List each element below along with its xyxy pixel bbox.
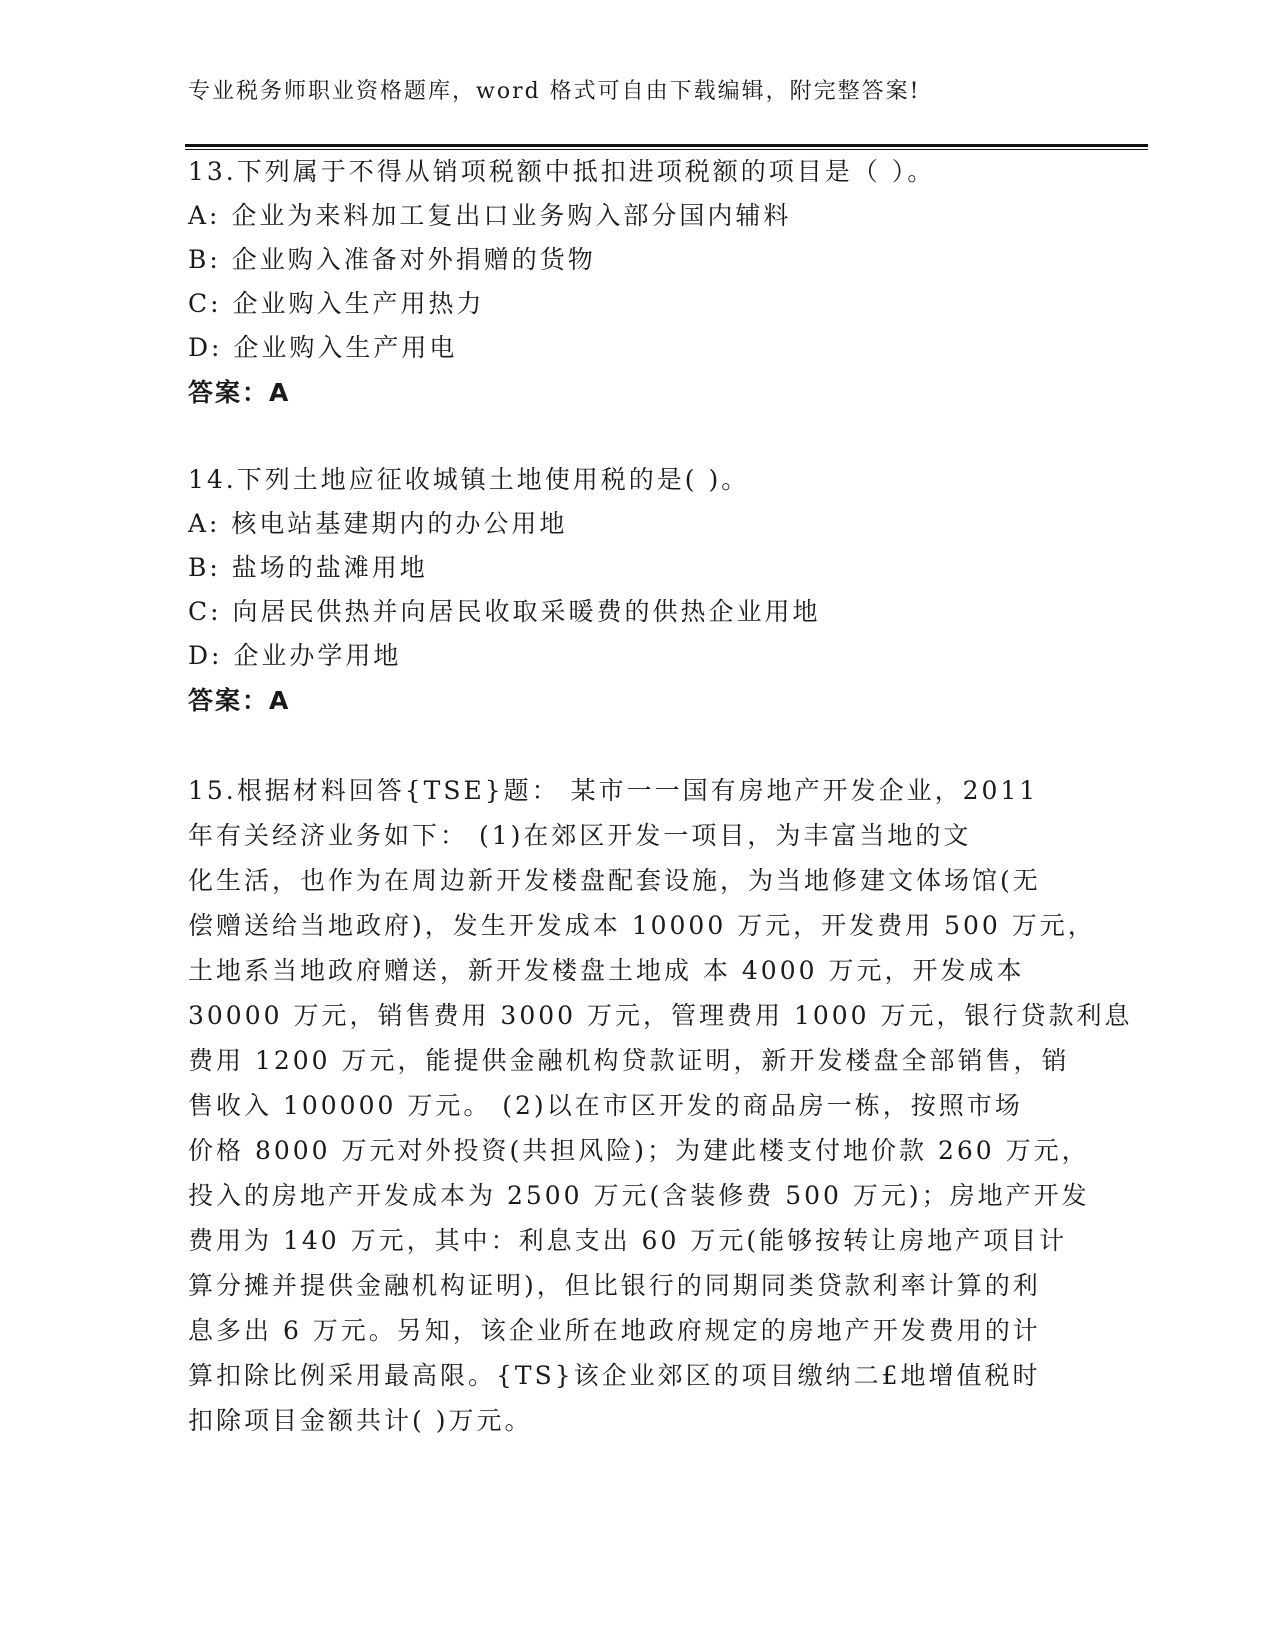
question-15-line: 化生活，也作为在周边新开发楼盘配套设施，为当地修建文体场馆(无 [188,866,1041,895]
question-15-line: 价格 8000 万元对外投资(共担风险)；为建此楼支付地价款 260 万元， [188,1136,1090,1165]
question-15-line: 15.根据材料回答{TSE}题： 某市一一国有房地产开发企业，2011 [188,776,1039,805]
question-15-line: 年有关经济业务如下： (1)在郊区开发一项目，为丰富当地的文 [188,821,972,850]
question-15-line: 算分摊并提供金融机构证明)，但比银行的同期同类贷款利率计算的利 [188,1271,1041,1300]
question-14-option-d: D: 企业办学用地 [188,641,402,670]
question-15-line: 偿赠送给当地政府)，发生开发成本 10000 万元，开发费用 500 万元， [188,911,1096,940]
question-15-paragraph [188,768,1133,1443]
question-14-answer: 答案：A [188,686,291,715]
question-14-option-b: B: 盐场的盐滩用地 [188,553,428,582]
question-13-answer: 答案：A [188,378,291,407]
question-15-line: 费用为 140 万元，其中：利息支出 60 万元(能够按转让房地产项目计 [188,1226,1068,1255]
question-15-line: 投入的房地产开发成本为 2500 万元(含装修费 500 万元)；房地产开发 [188,1181,1090,1210]
question-13-option-a: A: 企业为来料加工复出口业务购入部分国内辅料 [188,201,792,230]
question-13-option-b: B: 企业购入准备对外捐赠的货物 [188,245,596,274]
question-15-line: 土地系当地政府赠送，新开发楼盘土地成 本 4000 万元，开发成本 [188,956,1025,985]
question-14-stem: 14.下列土地应征收城镇土地使用税的是( )。 [188,465,750,494]
question-14-option-a: A: 核电站基建期内的办公用地 [188,509,568,538]
question-13-option-c: C: 企业购入生产用热力 [188,289,485,318]
question-15-line: 扣除项目金额共计( )万元。 [188,1406,533,1435]
question-15-line: 售收入 100000 万元。 (2)以在市区开发的商品房一栋，按照市场 [188,1091,1023,1120]
question-15-line: 30000 万元，销售费用 3000 万元，管理费用 1000 万元，银行贷款利息 [188,1001,1133,1030]
question-15-line: 费用 1200 万元，能提供金融机构贷款证明，新开发楼盘全部销售，销 [188,1046,1070,1075]
question-13-stem: 13.下列属于不得从销项税额中抵扣进项税额的项目是（ ）。 [188,157,936,186]
header-rule-thick [185,144,1148,147]
question-13-option-d: D: 企业购入生产用电 [188,333,458,362]
header-rule-thin [185,149,1148,150]
question-15-line: 算扣除比例采用最高限。{TS}该企业郊区的项目缴纳二£地增值税时 [188,1361,1041,1390]
question-15-line: 息多出 6 万元。另知，该企业所在地政府规定的房地产开发费用的计 [188,1316,1041,1345]
question-14-option-c: C: 向居民供热并向居民收取采暖费的供热企业用地 [188,597,821,626]
header-note: 专业税务师职业资格题库，word 格式可自由下载编辑，附完整答案! [188,79,921,104]
